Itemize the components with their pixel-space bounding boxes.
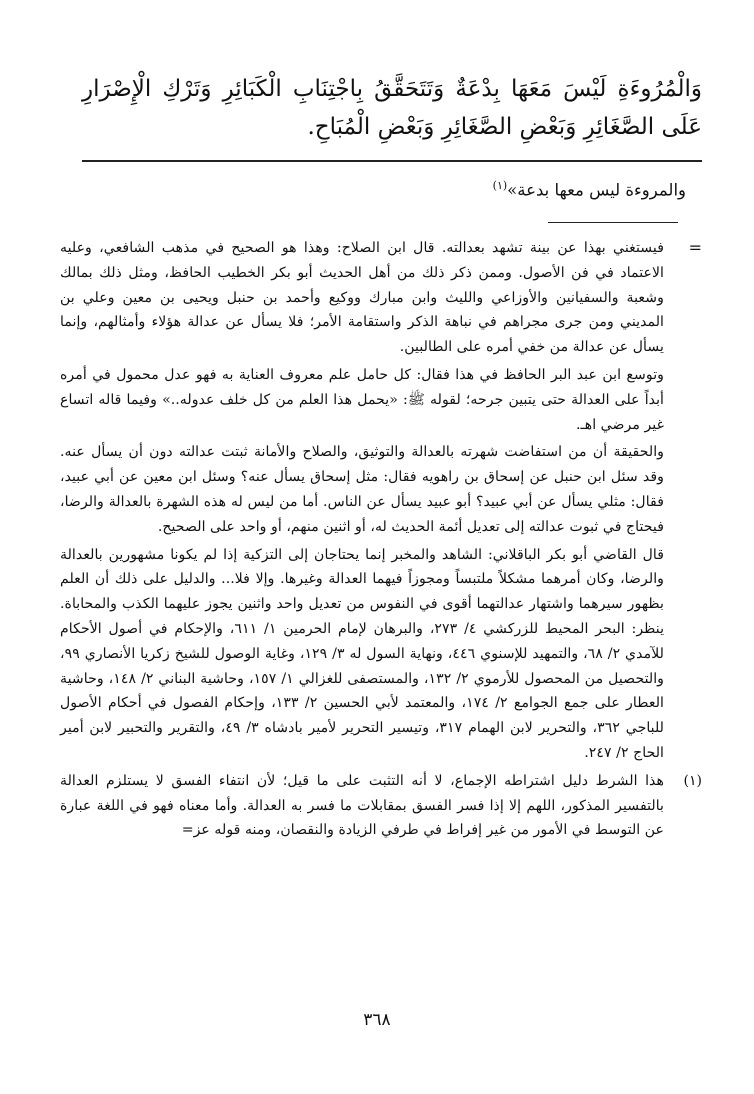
commentary-text (82, 172, 686, 205)
commentary-line: والمروءة ليس معها بدعة» (507, 180, 686, 200)
footnote-paragraph: فيستغني بهذا عن بينة تشهد بعدالته. قال ابن الصلاح: وهذا هو الصحيح في مذهب الشافعي، وعليه الاعتماد في فن الأصول. وممن ذكر ذلك من أهل الحديث أبو بكر الخطيب الحافظ، ومثل ذلك بمالك وشعبة والسفيانين والأوزاعي والليث وابن مبارك ووكيع وأحمد بن حنبل ويحيى بن معين وعلي بن المديني ومن جرى مجراهم في نباهة الذكر واستقامة الأمر؛ فلا يسأل عن عدالة هؤلاء وأمثالهم، وإنما يسأل عن عدالة من خفي أمره على الطالبين. (60, 240, 664, 356)
footnote-continuation (60, 236, 702, 766)
footnote-separator (548, 222, 678, 223)
footnote-number: (١) (683, 772, 702, 789)
footnote-paragraph: وتوسع ابن عبد البر الحافظ في هذا فقال: كل حامل علم معروف العناية به فهو عدل محمول في أمره أبداً على العدالة حتى يتبين جرحه؛ لقوله ﷺ: «يحمل هذا العلم من كل خلف عدوله..» وفيما قاله اتساع غير مرضي اهـ. (60, 366, 664, 433)
footnote-paragraph: قال القاضي أبو بكر الباقلاني: الشاهد والمخبر إنما يحتاجان إلى التزكية إذا لم يكونا مشهورين بالعدالة والرضا، وكان أمرهما مشكلاً ملتبساً ومجوزاً فيهما العدالة وغيرها. وإلا فلا... والدليل على ذلك أن العلم بظهور سيرهما واشتهار عدالتهما أقوى في النفوس من تعديل واحد واثنين يجوز عليهما الكذب والمحاباة. ينظر: البحر المحيط للزركشي ٤/ ٢٧٣، والبرهان لإمام الحرمين ١/ ٦١١، والإحكام في أصول الأحكام للآمدي ٢/ ٦٨، والتمهيد للإسنوي ٤٤٦، ونهاية السول له ٣/ ١٢٩، وغاية الوصول للشيخ زكريا الأنصاري ٩٩، والتحصيل من المحصول للأرموي ٢/ ١٣٢، والمستصفى للغزالي ١/ ١٥٧، وحاشية البناني ٢/ ١٤٨، وحاشية العطار على جمع الجوامع ٢/ ١٧٤، والمعتمد لأبي الحسين ٢/ ١٣٣، وإحكام الفصول في أحكام الأصول للباجي ٣٦٢، والتحرير لابن الهمام ٣١٧، وتيسير التحرير لأمير بادشاه ٣/ ٤٩، والتقرير والتحبير لابن أمير الحاج ٢/ ٢٤٧. (60, 546, 665, 761)
footnote-ref: (١) (492, 179, 508, 192)
main-text-divider (82, 160, 702, 162)
page-number: ٣٦٨ (363, 1010, 391, 1030)
footnote-paragraph: والحقيقة أن من استفاضت شهرته بالعدالة والتوثيق، والصلاح والأمانة ثبتت عدالته دون أن يسأل عنه. وقد سئل ابن حنبل عن إسحاق بن راهويه فقال: مثل إسحاق يسأل عنه؟ وسئل ابن معين عن أبي عبيد، فقال: مثلي يسأل عن أبي عبيد؟ أبو عبيد يسأل عن الناس. أما من ليس له هذه الشهرة بالعدالة والرضا، فيحتاج في ثبوت عدالته إلى تعديل أئمة الحديث له، أو اثنين منهم، أو واحد على الصحيح. (60, 444, 664, 535)
footnote-text: هذا الشرط دليل اشتراطه الإجماع، لا أنه التثبت على ما قيل؛ لأن انتفاء الفسق لا يستلزم العدالة بالتفسير المذكور، اللهم إلا إذا فسر الفسق بمقابلات ما فسر به العدالة. وأما معناه فهو في اللغة عبارة عن التوسط في الأمور من غير إفراط في طرفي الزيادة والنقصان، ومنه قوله عز= (60, 772, 664, 839)
footnote-1 (60, 769, 702, 843)
footnotes-section (60, 236, 702, 846)
main-text: وَالْمُرُوءَةِ لَيْسَ مَعَهَا بِدْعَةٌ وَتَتَحَقَّقُ بِاجْتِنَابِ الْكَبَائِرِ وَتَرْكِ الْإِصْرَارِ عَلَى الصَّغَائِرِ وَبَعْضِ الصَّغَائِرِ وَبَعْضِ الْمُبَاحِ. (82, 76, 702, 140)
continuation-marker: = (688, 238, 702, 257)
